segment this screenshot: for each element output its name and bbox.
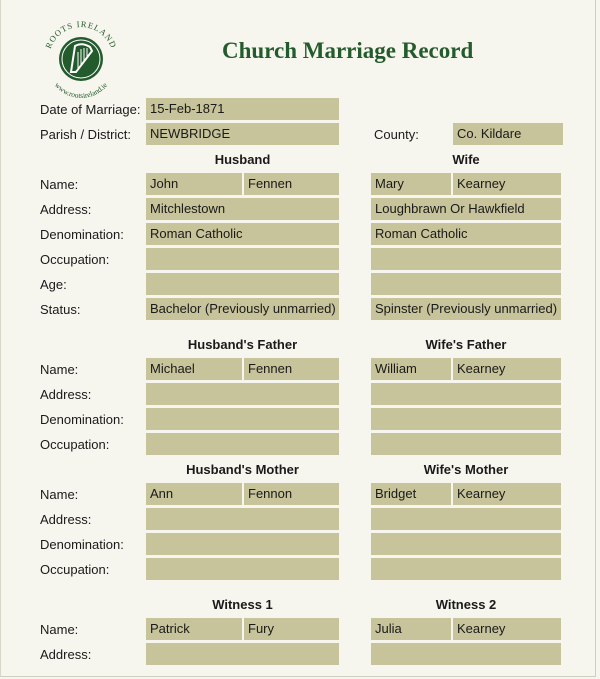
husband-last-name: Fennen <box>244 173 339 195</box>
husband-mother-occupation <box>146 558 339 580</box>
roots-ireland-logo <box>38 16 124 102</box>
wife-occupation <box>371 248 561 270</box>
witness1-last-name: Fury <box>244 618 339 640</box>
svg-text:www.rootsireland.ie <box>53 80 110 100</box>
husband-father-heading: Husband's Father <box>187 337 298 352</box>
page-title: Church Marriage Record <box>222 38 474 63</box>
wife-last-name: Kearney <box>453 173 561 195</box>
wife-father-last-name: Kearney <box>453 358 561 380</box>
denomination-label: Denomination: <box>40 412 124 427</box>
wife-heading: Wife <box>452 152 480 167</box>
witness2-last-name: Kearney <box>453 618 561 640</box>
husband-mother-address <box>146 508 339 530</box>
name-label: Name: <box>40 622 79 637</box>
husband-occupation <box>146 248 339 270</box>
wife-status: Spinster (Previously unmarried) <box>371 298 561 320</box>
parish-label: Parish / District: <box>40 127 132 142</box>
denomination-label: Denomination: <box>40 537 124 552</box>
witness1-first-name: Patrick <box>146 618 242 640</box>
date-label: Date of Marriage: <box>40 102 141 117</box>
name-label: Name: <box>40 362 79 377</box>
husband-address: Mitchlestown <box>146 198 339 220</box>
occupation-label: Occupation: <box>40 437 110 452</box>
witness2-heading: Witness 2 <box>435 597 497 612</box>
wife-father-occupation <box>371 433 561 455</box>
husband-heading: Husband <box>214 152 271 167</box>
husband-first-name: John <box>146 173 242 195</box>
age-label: Age: <box>40 277 67 292</box>
husband-father-last-name: Fennen <box>244 358 339 380</box>
date-value: 15-Feb-1871 <box>146 98 339 120</box>
logo-text-top: ROOTS IRELAND <box>43 18 119 50</box>
husband-father-denomination <box>146 408 339 430</box>
wife-mother-address <box>371 508 561 530</box>
husband-mother-denomination <box>146 533 339 555</box>
wife-father-first-name: William <box>371 358 451 380</box>
husband-mother-last-name: Fennon <box>244 483 339 505</box>
wife-denomination: Roman Catholic <box>371 223 561 245</box>
denomination-label: Denomination: <box>40 227 124 242</box>
witness1-address <box>146 643 339 665</box>
address-label: Address: <box>40 387 92 402</box>
wife-father-denomination <box>371 408 561 430</box>
husband-age <box>146 273 339 295</box>
wife-mother-occupation <box>371 558 561 580</box>
husband-denomination: Roman Catholic <box>146 223 339 245</box>
wife-address: Loughbrawn Or Hawkfield <box>371 198 561 220</box>
address-label: Address: <box>40 647 92 662</box>
status-label: Status: <box>40 302 81 317</box>
witness1-heading: Witness 1 <box>212 597 273 612</box>
occupation-label: Occupation: <box>40 252 110 267</box>
wife-mother-heading: Wife's Mother <box>423 462 509 477</box>
husband-father-first-name: Michael <box>146 358 242 380</box>
wife-first-name: Mary <box>371 173 451 195</box>
county-label: County: <box>374 127 419 142</box>
address-label: Address: <box>40 512 92 527</box>
wife-mother-first-name: Bridget <box>371 483 451 505</box>
wife-father-heading: Wife's Father <box>425 337 507 352</box>
occupation-label: Occupation: <box>40 562 110 577</box>
witness2-address <box>371 643 561 665</box>
wife-age <box>371 273 561 295</box>
name-label: Name: <box>40 487 79 502</box>
wife-mother-last-name: Kearney <box>453 483 561 505</box>
witness2-first-name: Julia <box>371 618 451 640</box>
wife-mother-denomination <box>371 533 561 555</box>
husband-status: Bachelor (Previously unmarried) <box>146 298 339 320</box>
parish-value: NEWBRIDGE <box>146 123 339 145</box>
husband-father-address <box>146 383 339 405</box>
husband-mother-heading: Husband's Mother <box>186 462 299 477</box>
county-value: Co. Kildare <box>453 123 563 145</box>
name-label: Name: <box>40 177 79 192</box>
husband-father-occupation <box>146 433 339 455</box>
logo-text-bottom: www.rootsireland.ie <box>52 80 110 101</box>
husband-mother-first-name: Ann <box>146 483 242 505</box>
address-label: Address: <box>40 202 92 217</box>
wife-father-address <box>371 383 561 405</box>
